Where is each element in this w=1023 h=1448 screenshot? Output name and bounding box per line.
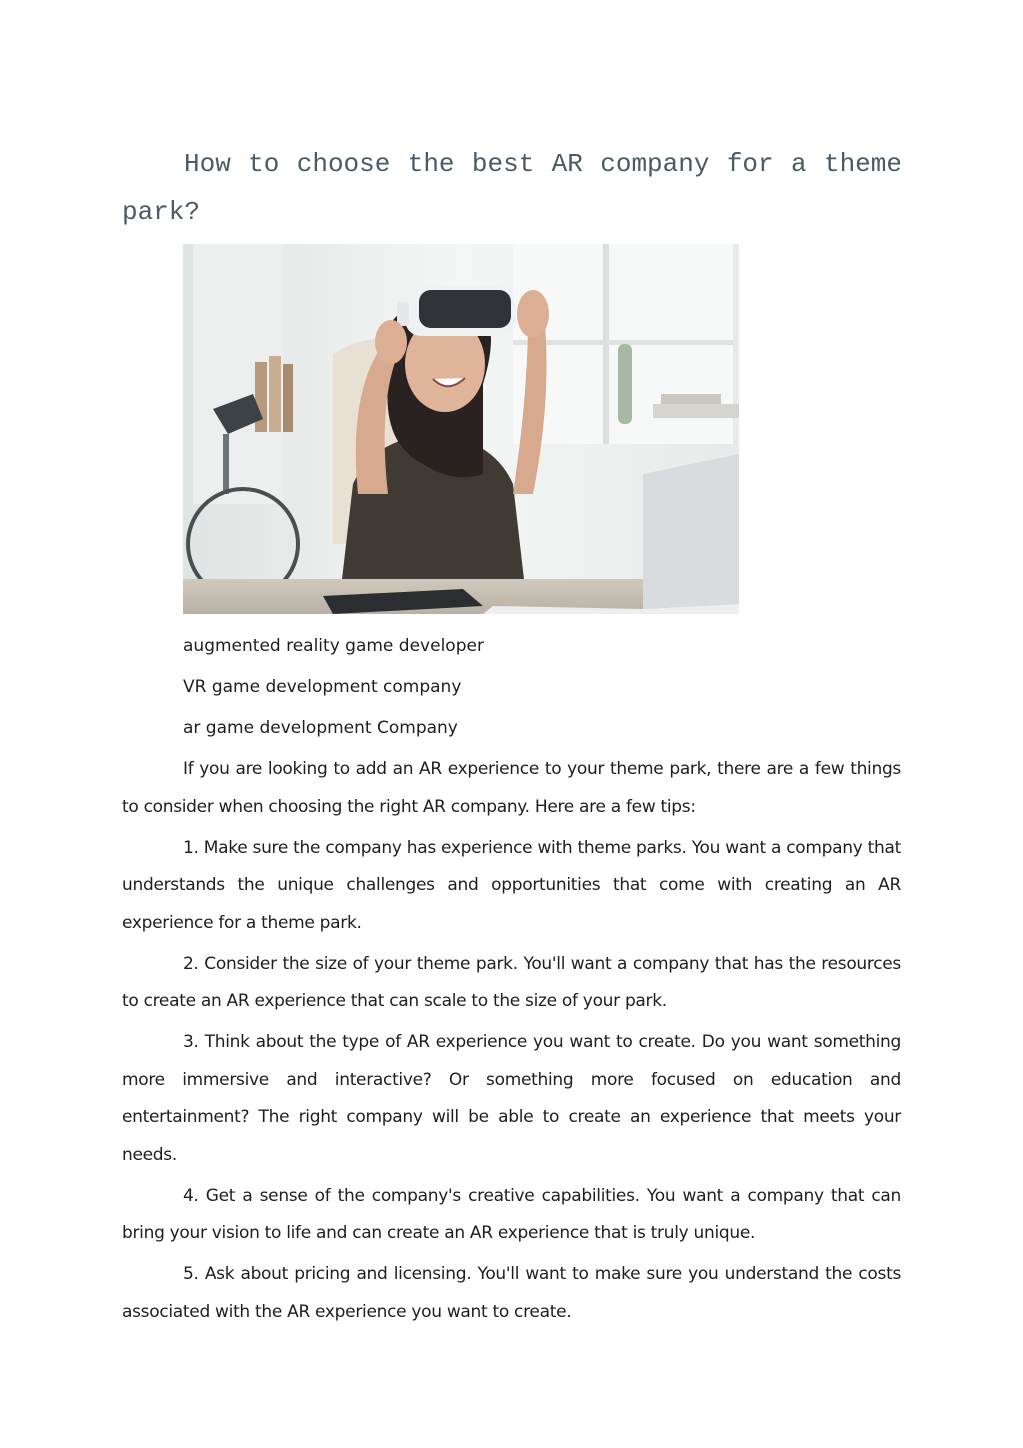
vr-headset-photo [183, 244, 739, 614]
tip-paragraph-2: 2. Consider the size of your theme park. You'll want a company that has the resources to create an AR experience that can scale to the size of your park. [122, 953, 901, 1011]
tip-paragraph-4: 4. Get a sense of the company's creative capabilities. You want a company that can bring your vision to life and can create an AR experience that is truly unique. [122, 1185, 901, 1243]
tip-paragraph-3: 3. Think about the type of AR experience you want to create. Do you want something more immersive and interactive? Or something more focused on education and entertainment? The right company will be able to create an experience that meets your needs. [122, 1032, 901, 1165]
keyword-line: augmented reality game developer [183, 636, 484, 656]
page-title: How to choose the best AR company for a theme park? [122, 149, 902, 227]
tip-paragraph-1: 1. Make sure the company has experience with theme parks. You want a company that understands the unique challenges and opportunities that come with creating an AR experience for a theme park. [122, 837, 901, 933]
tip-paragraph-5: 5. Ask about pricing and licensing. You'll want to make sure you understand the costs associated with the AR experience you want to create. [122, 1264, 901, 1322]
document-body [122, 628, 901, 1335]
woman-wearing-vr-headset-icon [183, 244, 739, 614]
keyword-line: ar game development Company [183, 718, 458, 738]
intro-paragraph: If you are looking to add an AR experience to your theme park, there are a few things to consider when choosing the right AR company. Here are a few tips: [122, 759, 901, 817]
keyword-line: VR game development company [183, 677, 462, 697]
